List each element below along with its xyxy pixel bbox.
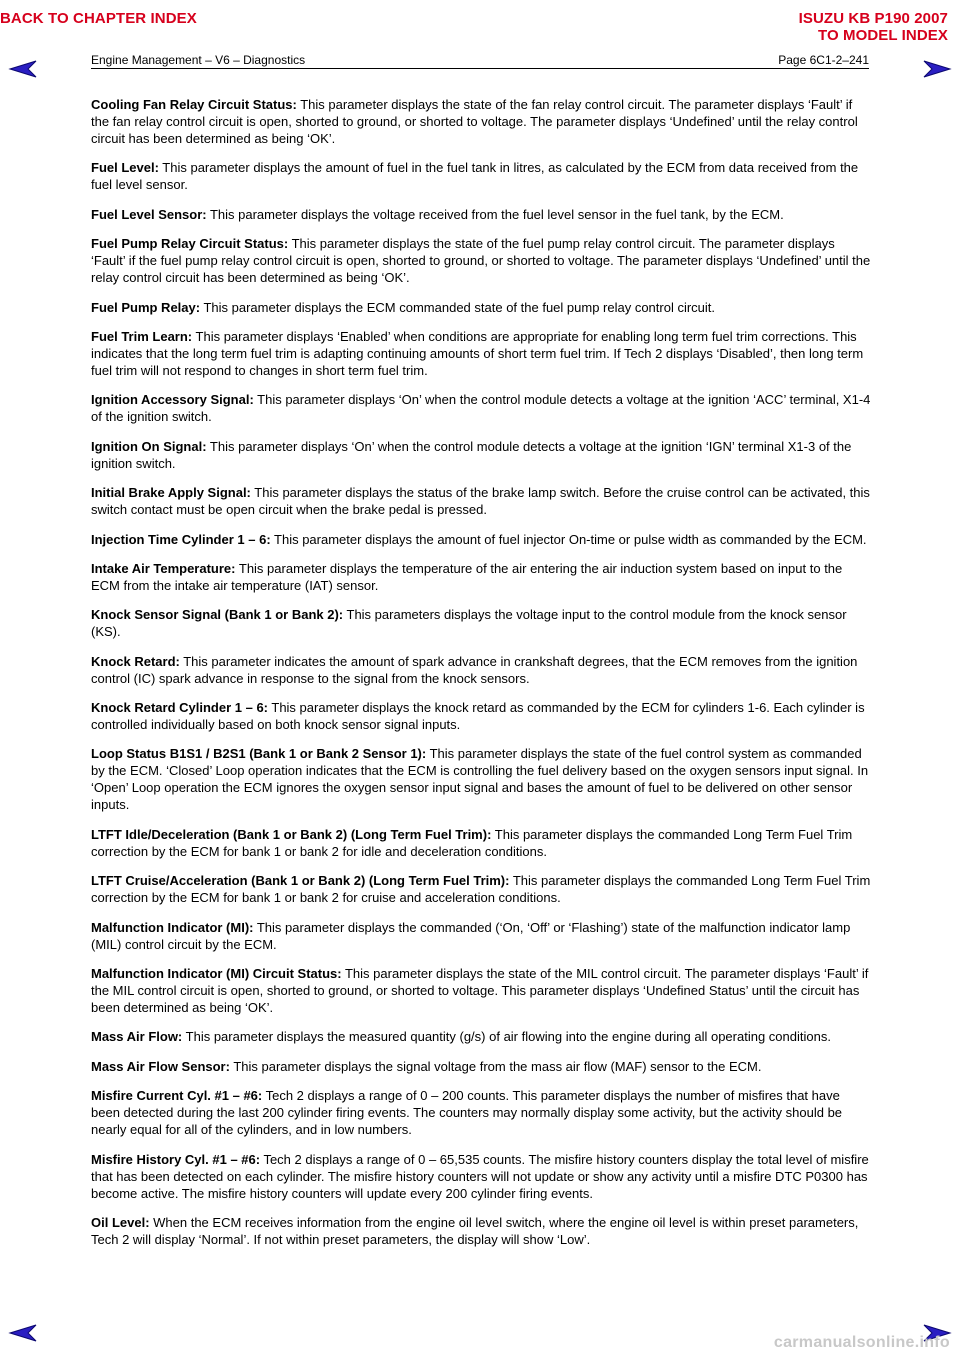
parameter-entry xyxy=(91,1028,871,1045)
parameter-description: This parameter displays the status of the brake lamp switch. Before the cruise control can be activated, this switch contact must be open circuit when the brake pedal is pressed. xyxy=(91,485,870,518)
parameter-description: When the ECM receives information from the engine oil level switch, where the engine oil level is within preset parameters, Tech 2 will display ‘Normal’. If not within preset parameters, the display will show ‘Low’. xyxy=(91,1214,859,1247)
parameter-entry xyxy=(91,872,871,906)
parameter-term: Fuel Pump Relay Circuit Status: xyxy=(91,236,289,252)
parameter-description: This parameter displays ‘On’ when the control module detects a voltage at the ignition ‘IGN’ terminal X1-3 of the ignition switch. xyxy=(91,438,852,471)
running-header xyxy=(91,53,869,69)
parameter-entry xyxy=(91,606,871,640)
parameter-entry xyxy=(91,699,871,733)
parameter-term: Fuel Pump Relay: xyxy=(91,299,201,315)
parameter-description: This parameter displays the amount of fuel injector On-time or pulse width as commanded by the ECM. xyxy=(270,531,867,547)
parameter-description: This parameter displays the voltage received from the fuel level sensor in the fuel tank, by the ECM. xyxy=(206,206,784,222)
parameter-entry xyxy=(91,391,871,425)
parameter-description: This parameter displays ‘Enabled’ when conditions are appropriate for enabling long term fuel trim corrections. This indicates that the long term fuel trim is adapting continuing amounts of short term fuel trim. If Tech 2 displays ‘Disabled’, then long term fuel trim will not respond to changes in short term fuel trim. xyxy=(91,328,864,378)
to-model-index-link[interactable] xyxy=(799,10,948,44)
parameter-description: This parameter displays the commanded Long Term Fuel Trim correction by the ECM for bank 1 or bank 2 for cruise and acceleration conditions. xyxy=(91,873,871,906)
parameter-description: This parameter displays ‘On’ when the control module detects a voltage at the ignition ‘ACC’ terminal, X1-4 of the ignition switch. xyxy=(91,392,871,425)
to-model-index-label: TO MODEL INDEX xyxy=(817,27,948,44)
parameter-entry xyxy=(91,328,871,379)
parameter-description: This parameter displays the amount of fuel in the fuel tank in litres, as calculated by the ECM from data received from the fuel level sensor. xyxy=(91,160,859,193)
parameter-entry xyxy=(91,1151,871,1202)
parameter-description: This parameter displays the signal voltage from the mass air flow (MAF) sensor to the ECM. xyxy=(229,1058,762,1074)
parameter-entry xyxy=(91,96,871,147)
parameter-term: Misfire Current Cyl. #1 – #6: xyxy=(91,1088,263,1104)
right-arrow-icon[interactable] xyxy=(922,58,952,80)
parameter-entry xyxy=(91,235,871,286)
parameter-description: This parameter displays the state of the fuel control system as commanded by the ECM. ‘Closed’ Loop operation indicates that the ECM is controlling the fuel delivery based on the oxygen sensors input signal. In ‘Open’ Loop operation the ECM ignores the oxygen sensor input signal and bases the amount of fuel to be delivered on other sensor inputs. xyxy=(91,746,869,813)
parameter-entry xyxy=(91,1214,871,1248)
parameter-entry xyxy=(91,965,871,1016)
parameter-entry xyxy=(91,484,871,518)
parameter-term: Fuel Trim Learn: xyxy=(91,328,193,344)
parameter-description: This parameter displays the state of the MIL control circuit. The parameter displays ‘Fault’ if the MIL control circuit is open, shorted to ground, or shorted to voltage. This parameter displays ‘Undefined Status’ until the circuit has been determined as being ‘OK’. xyxy=(91,966,869,1016)
parameter-term: Malfunction Indicator (MI): xyxy=(91,919,254,935)
parameter-term: LTFT Idle/Deceleration (Bank 1 or Bank 2) (Long Term Fuel Trim): xyxy=(91,826,492,842)
back-to-chapter-index-link[interactable]: BACK TO CHAPTER INDEX xyxy=(0,10,197,27)
header-page-number: Page 6C1-2–241 xyxy=(778,53,869,67)
parameter-entry xyxy=(91,919,871,953)
parameter-term: Mass Air Flow: xyxy=(91,1029,183,1045)
parameter-entry xyxy=(91,438,871,472)
watermark: carmanualsonline.info xyxy=(773,1334,950,1351)
parameter-term: Loop Status B1S1 / B2S1 (Bank 1 or Bank 2 Sensor 1): xyxy=(91,746,427,762)
parameter-term: Malfunction Indicator (MI) Circuit Status: xyxy=(91,966,342,982)
parameter-entry xyxy=(91,206,871,223)
parameter-description: Tech 2 displays a range of 0 – 65,535 counts. The misfire history counters display the total level of misfire that has been detected on each cylinder. The misfire history counters will not update or show any activity until a misfire DTC P0300 has become active. The misfire history counters will update every 200 cylinder firing events. xyxy=(91,1151,869,1201)
parameter-term: Ignition Accessory Signal: xyxy=(91,392,254,408)
parameter-term: Cooling Fan Relay Circuit Status: xyxy=(91,97,297,112)
parameter-term: Fuel Level Sensor: xyxy=(91,206,207,222)
parameter-term: Misfire History Cyl. #1 – #6: xyxy=(91,1151,261,1167)
parameter-entry xyxy=(91,1087,871,1138)
left-arrow-icon[interactable] xyxy=(8,1322,38,1344)
parameter-description: This parameter displays the temperature of the air entering the air induction system based on input to the ECM from the intake air temperature (IAT) sensor. xyxy=(91,560,843,593)
header-section-title: Engine Management – V6 – Diagnostics xyxy=(91,53,306,67)
parameter-term: Initial Brake Apply Signal: xyxy=(91,485,251,501)
parameter-entry xyxy=(91,1058,871,1075)
parameter-term: Knock Sensor Signal (Bank 1 or Bank 2): xyxy=(91,607,344,623)
parameter-description: This parameter displays the knock retard as commanded by the ECM for cylinders 1-6. Each cylinder is controlled individually based on both knock sensor signal inputs. xyxy=(91,700,865,733)
parameter-term: Oil Level: xyxy=(91,1214,150,1230)
parameter-description: This parameters displays the voltage input to the control module from the knock sensor (KS). xyxy=(91,607,847,640)
parameter-description: This parameter indicates the amount of spark advance in crankshaft degrees, that the ECM removes from the ignition control (IC) spark advance in response to the signal from the knock sensors. xyxy=(91,653,858,686)
parameter-term: LTFT Cruise/Acceleration (Bank 1 or Bank 2) (Long Term Fuel Trim): xyxy=(91,873,510,889)
parameter-entry xyxy=(91,531,871,548)
parameter-term: Mass Air Flow Sensor: xyxy=(91,1058,230,1074)
parameter-description: This parameter displays the measured quantity (g/s) of air flowing into the engine during all operating conditions. xyxy=(182,1029,831,1045)
parameter-definitions xyxy=(91,96,871,1260)
parameter-entry xyxy=(91,745,871,813)
parameter-entry xyxy=(91,826,871,860)
parameter-description: This parameter displays the ECM commanded state of the fuel pump relay control circuit. xyxy=(200,299,716,315)
parameter-entry xyxy=(91,560,871,594)
parameter-description: This parameter displays the state of the fuel pump relay control circuit. The parameter displays ‘Fault’ if the fuel pump relay control circuit is open, shorted to ground, or shorted to voltage. The parameter displays ‘Undefined’ until the relay control circuit has been determined as being ‘OK’. xyxy=(91,236,871,286)
parameter-description: This parameter displays the state of the fan relay control circuit. The parameter displays ‘Fault’ if the fan relay control circuit is open, shorted to ground, or shorted to voltage. The parameter displays ‘Undefined’ until the relay control circuit has been determined as being ‘OK’. xyxy=(91,97,858,146)
parameter-description: This parameter displays the commanded (‘On, ‘Off’ or ‘Flashing’) state of the malfunction indicator lamp (MIL) control circuit by the ECM. xyxy=(91,919,851,952)
parameter-term: Ignition On Signal: xyxy=(91,438,207,454)
parameter-term: Knock Retard Cylinder 1 – 6: xyxy=(91,700,268,716)
parameter-term: Injection Time Cylinder 1 – 6: xyxy=(91,531,271,547)
parameter-description: This parameter displays the commanded Long Term Fuel Trim correction by the ECM for bank 1 or bank 2 for idle and deceleration conditions. xyxy=(91,826,853,859)
parameter-description: Tech 2 displays a range of 0 – 200 counts. This parameter displays the number of misfires that have been detected during the last 200 cylinder firing events. The counters may normally display some activity, but the activity should be nearly equal for all of the cylinders, and in low numbers. xyxy=(91,1088,843,1138)
parameter-term: Fuel Level: xyxy=(91,160,159,176)
parameter-entry xyxy=(91,653,871,687)
parameter-term: Knock Retard: xyxy=(91,653,180,669)
parameter-term: Intake Air Temperature: xyxy=(91,560,236,576)
model-title: ISUZU KB P190 2007 xyxy=(798,10,948,27)
parameter-entry xyxy=(91,159,871,193)
left-arrow-icon[interactable] xyxy=(8,58,38,80)
parameter-entry xyxy=(91,299,871,316)
